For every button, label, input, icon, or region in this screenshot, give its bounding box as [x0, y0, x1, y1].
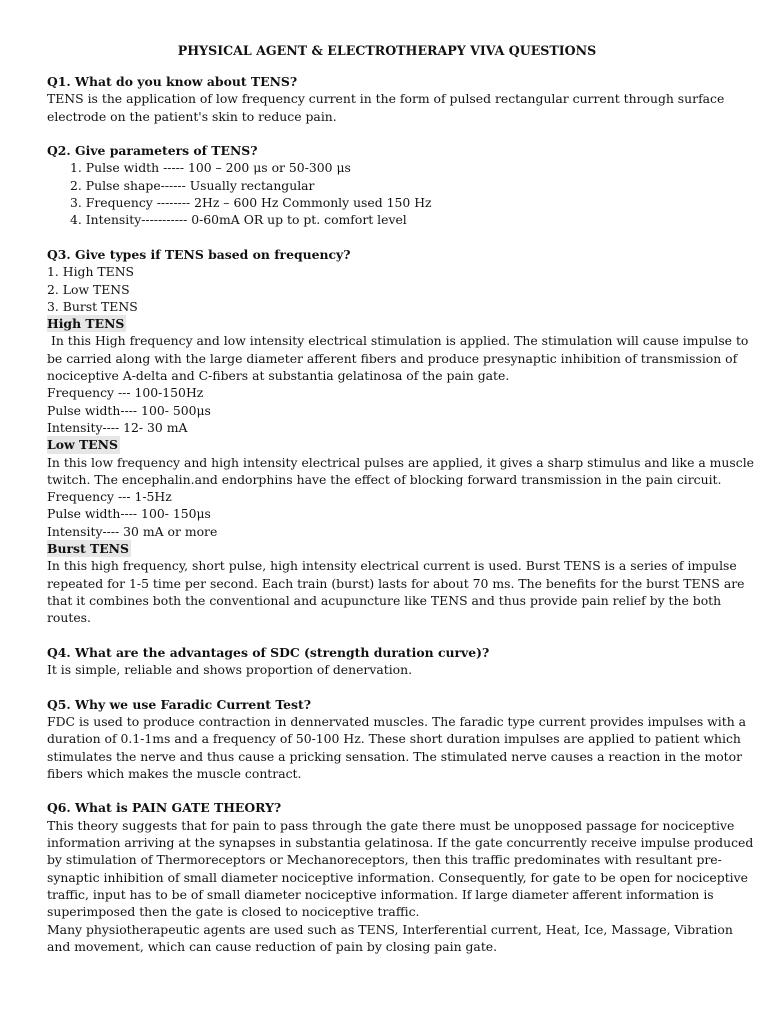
list-item: 1. High TENS [47, 264, 135, 280]
document-page [47, 40, 754, 955]
high-tens-frequency: Frequency --- 100-150Hz [47, 385, 204, 401]
question-6-answer-line: superimposed then the gate is closed to nociceptive traffic. [47, 904, 420, 920]
high-tens-text-line: In this High frequency and low intensity electrical stimulation is applied. The stimulation will cause impulse to [47, 333, 749, 349]
burst-tens-text-line: repeated for 1-5 time per second. Each train (burst) lasts for about 70 ms. The benefits for the burst TENS are [47, 575, 745, 591]
question-6-answer-line: by stimulation of Thermoreceptors or Mechanoreceptors, then this traffic predominates with resultant pre- [47, 852, 722, 868]
question-4 [47, 644, 727, 679]
high-tens-heading: High TENS [47, 316, 125, 332]
question-5-answer-line: stimulates the nerve and thus cause a pricking sensation. The stimulated nerve causes a reaction in the motor [47, 748, 743, 764]
list-item: 2. Low TENS [47, 281, 130, 297]
list-item: 2. Pulse shape------ Usually rectangular [70, 177, 315, 193]
question-2-heading: Q2. Give parameters of TENS? [47, 143, 258, 159]
high-tens-pulse-width: Pulse width---- 100- 500μs [47, 402, 211, 418]
high-tens-text-line: nociceptive A-delta and C-fibers at substantia gelatinosa of the pain gate. [47, 368, 510, 384]
question-5-answer-line: duration of 0.1-1ms and a frequency of 50-100 Hz. These short duration impulses are applied to patient which [47, 731, 741, 747]
low-tens-text-line: twitch. The encephalin.and endorphins have the effect of blocking forward transmission in the pain circuit. [47, 471, 722, 487]
burst-tens-text-line: routes. [47, 610, 91, 626]
question-4-heading: Q4. What are the advantages of SDC (strength duration curve)? [47, 644, 490, 660]
burst-tens-heading: Burst TENS [47, 541, 129, 557]
burst-tens-text-line: that it combines both the conventional and acupuncture like TENS and thus provide pain relief by the both [47, 592, 722, 608]
low-tens-intensity: Intensity---- 30 mA or more [47, 523, 218, 539]
question-2 [47, 142, 727, 228]
question-6 [47, 799, 754, 955]
question-6-answer-line: Many physiotherapeutic agents are used such as TENS, Interferential current, Heat, Ice, Massage, Vibration [47, 921, 733, 937]
list-item: 4. Intensity----------- 0-60mA OR up to pt. comfort level [70, 212, 407, 228]
low-tens-frequency: Frequency --- 1-5Hz [47, 489, 172, 505]
question-5-answer-line: FDC is used to produce contraction in dennervated muscles. The faradic type current provides impulses with a [47, 713, 747, 729]
question-1-heading: Q1. What do you know about TENS? [47, 74, 298, 89]
list-item: 1. Pulse width ----- 100 – 200 μs or 50-300 μs [70, 160, 351, 176]
page-title: PHYSICAL AGENT & ELECTROTHERAPY VIVA QUESTIONS [177, 43, 597, 58]
question-1 [47, 73, 727, 125]
question-1-answer-line: electrode on the patient's skin to reduce pain. [47, 108, 337, 124]
question-6-answer-line: This theory suggests that for pain to pass through the gate there must be unopposed passage for nociceptive [47, 817, 735, 833]
low-tens-pulse-width: Pulse width---- 100- 150μs [47, 506, 211, 522]
tens-parameter-list [47, 159, 727, 228]
list-item: 3. Burst TENS [47, 298, 138, 314]
question-3-heading: Q3. Give types if TENS based on frequency? [47, 246, 351, 262]
list-item: 3. Frequency -------- 2Hz – 600 Hz Commonly used 150 Hz [70, 195, 432, 211]
question-3 [47, 246, 754, 627]
question-1-answer-line: TENS is the application of low frequency current in the form of pulsed rectangular current through surface [47, 91, 725, 107]
question-6-answer-line: and movement, which can cause reduction of pain by closing pain gate. [47, 938, 498, 954]
question-6-answer-line: information arriving at the synapses in substantia gelatinosa. If the gate concurrently receive impulse produced [47, 835, 754, 851]
high-tens-intensity: Intensity---- 12- 30 mA [47, 419, 188, 435]
question-4-answer-line: It is simple, reliable and shows proportion of denervation. [47, 662, 413, 678]
question-6-heading: Q6. What is PAIN GATE THEORY? [47, 800, 282, 816]
burst-tens-text-line: In this high frequency, short pulse, high intensity electrical current is used. Burst TENS is a series of impulse [47, 558, 737, 574]
high-tens-text-line: be carried along with the large diameter afferent fibers and produce presynaptic inhibition of transmission of [47, 350, 738, 366]
question-5 [47, 696, 747, 782]
question-5-heading: Q5. Why we use Faradic Current Test? [47, 696, 311, 712]
low-tens-text-line: In this low frequency and high intensity electrical pulses are applied, it gives a sharp stimulus and like a muscle [47, 454, 754, 470]
low-tens-heading: Low TENS [47, 437, 118, 453]
question-6-answer-line: synaptic inhibition of small diameter nociceptive information. Consequently, for gate to be open for nociceptive [47, 869, 748, 885]
question-6-answer-line: traffic, input has to be of small diameter nociceptive information. If large diameter afferent information is [47, 886, 714, 902]
question-5-answer-line: fibers which makes the muscle contract. [47, 765, 302, 781]
